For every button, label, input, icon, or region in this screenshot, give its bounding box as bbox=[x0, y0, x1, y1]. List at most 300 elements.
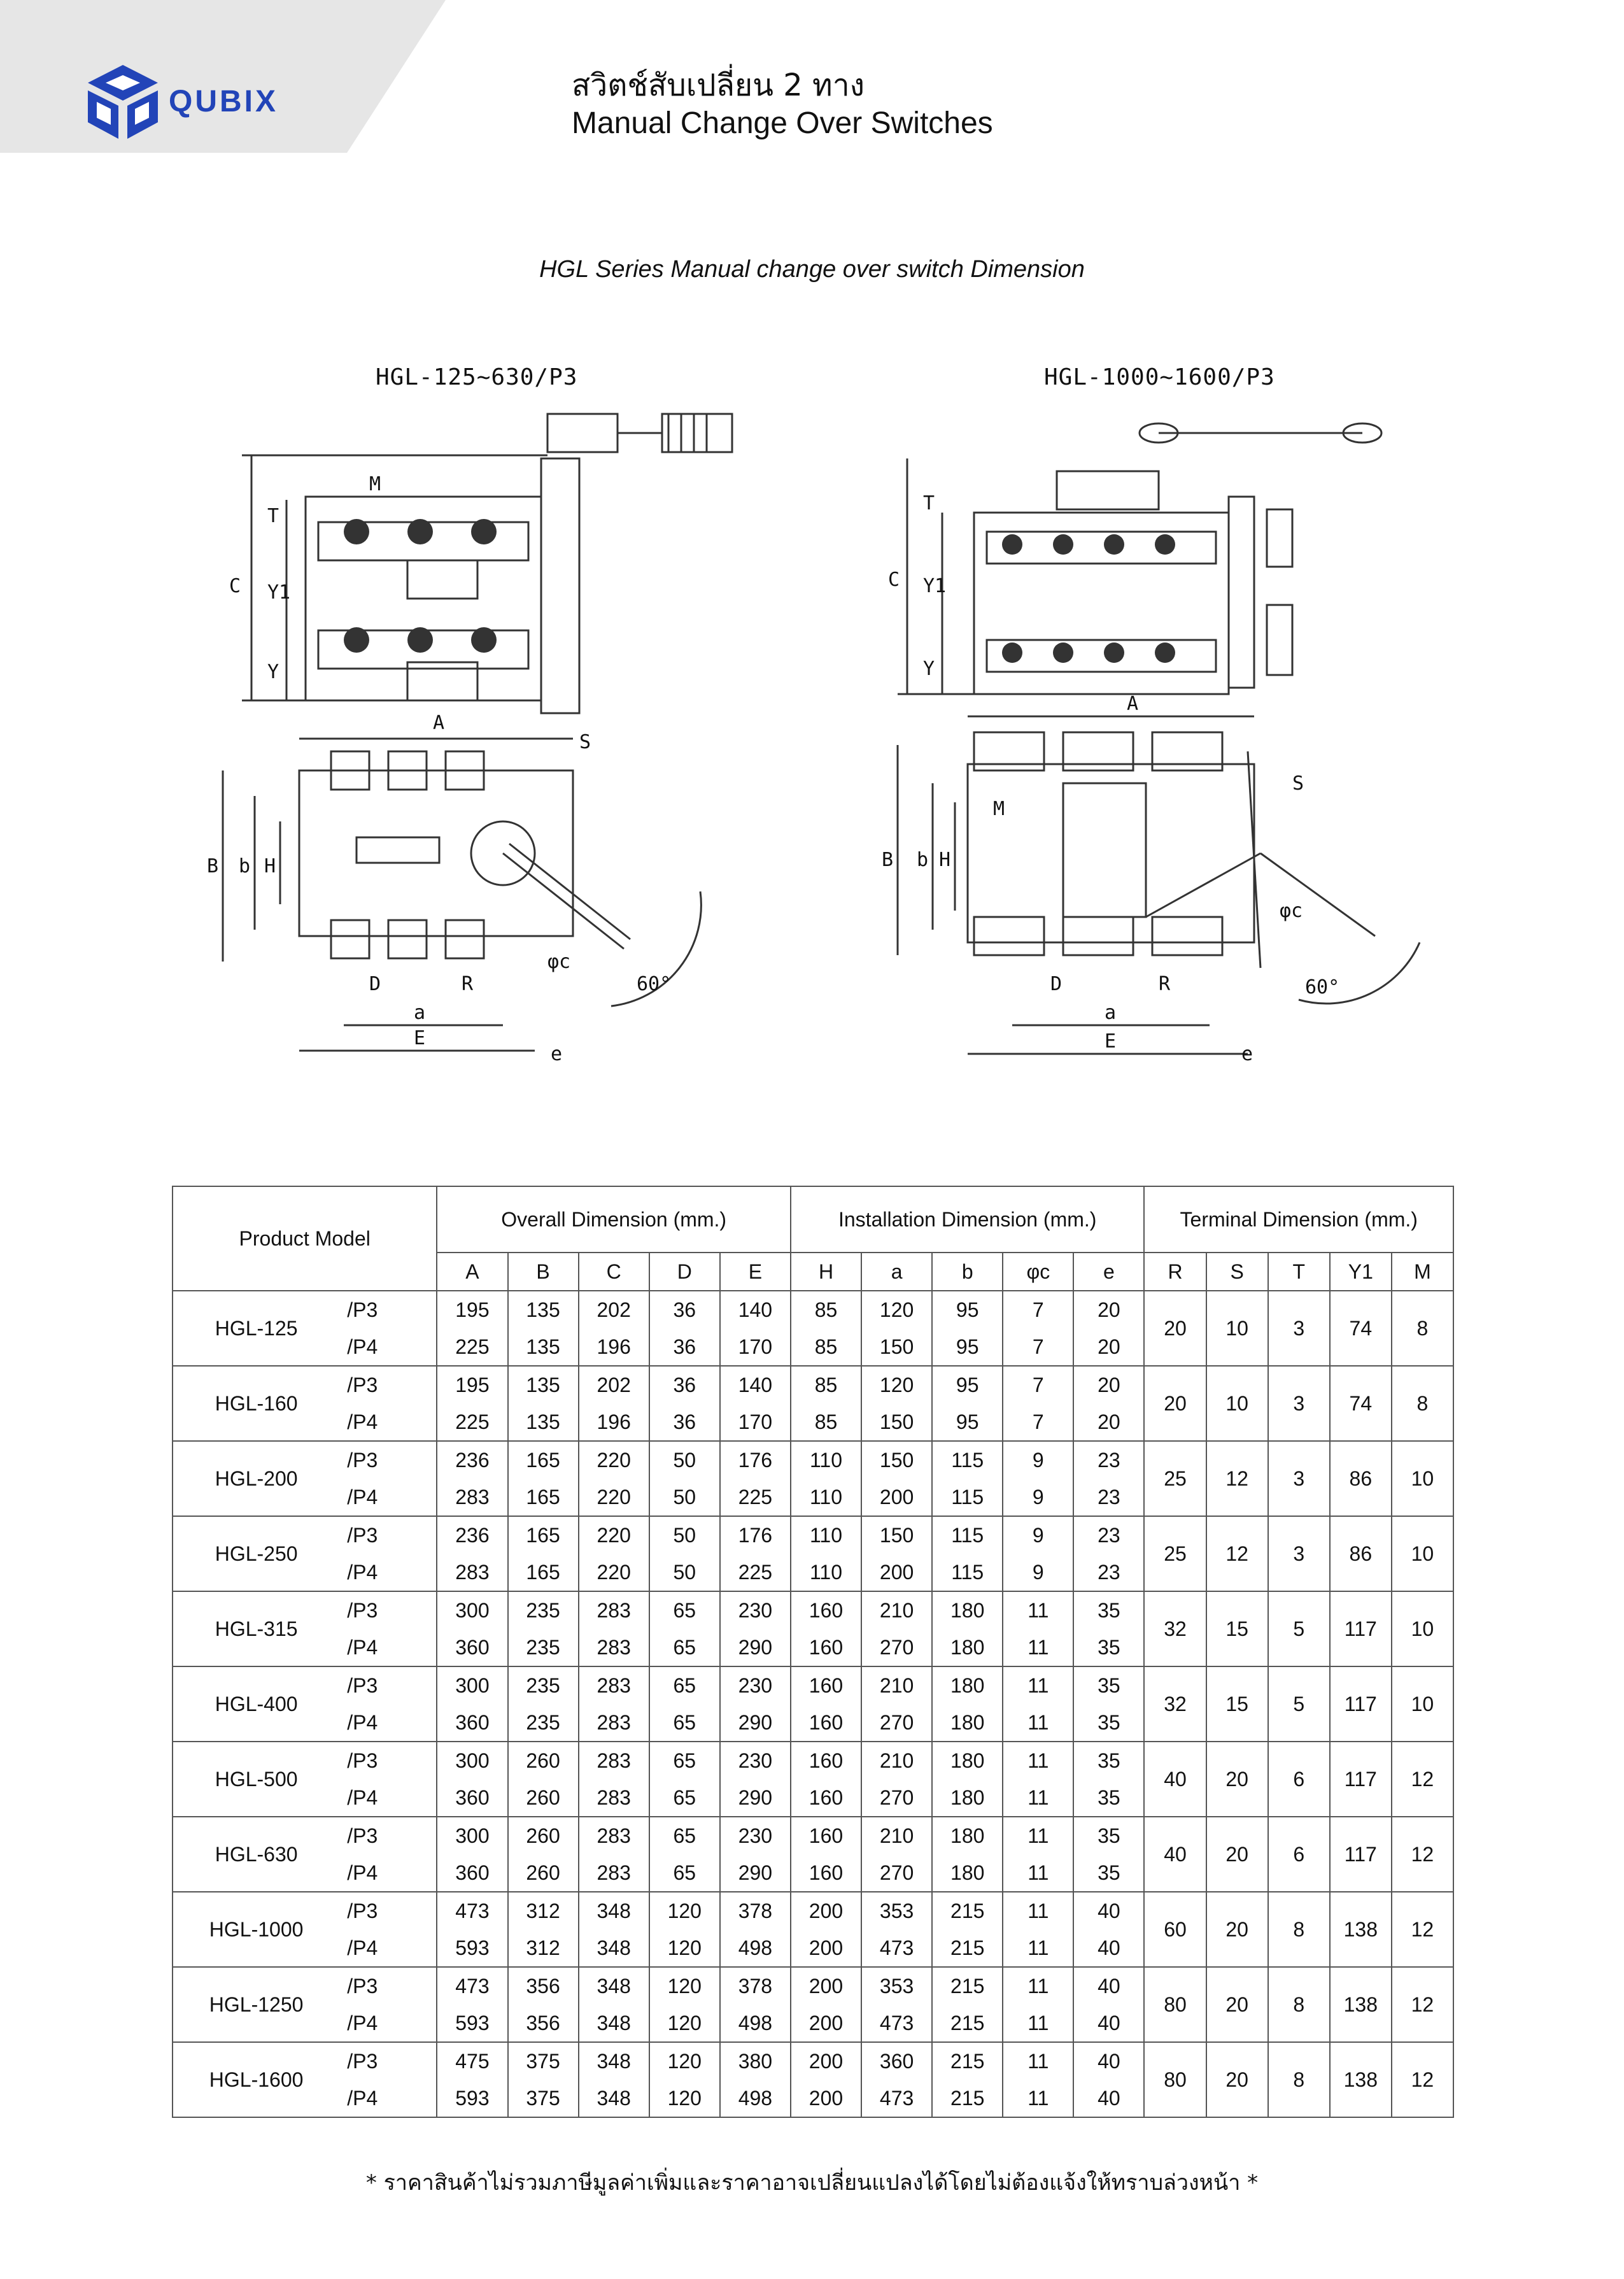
dimension-cell: 50 bbox=[649, 1516, 720, 1554]
terminal-cell: 10 bbox=[1392, 1666, 1453, 1742]
dim-label: D bbox=[369, 973, 381, 995]
col-header: M bbox=[1392, 1253, 1453, 1291]
dim-label: A bbox=[433, 712, 445, 734]
dimension-cell: 85 bbox=[791, 1366, 861, 1403]
dimension-cell: 165 bbox=[508, 1479, 579, 1516]
variant-label: /P4 bbox=[339, 1479, 437, 1516]
dim-label: A bbox=[1127, 693, 1139, 715]
dimension-cell: 283 bbox=[437, 1554, 507, 1591]
dimension-cell: 7 bbox=[1003, 1291, 1073, 1328]
dimension-cell: 165 bbox=[508, 1516, 579, 1554]
dimension-cell: 200 bbox=[861, 1554, 932, 1591]
terminal-cell: 40 bbox=[1144, 1742, 1206, 1817]
dim-label: 60° bbox=[1305, 976, 1340, 998]
dimension-cell: 348 bbox=[579, 1967, 649, 2005]
terminal-cell: 74 bbox=[1330, 1291, 1392, 1366]
dimension-cell: 150 bbox=[861, 1403, 932, 1441]
dimension-cell: 11 bbox=[1003, 1704, 1073, 1742]
dimension-cell: 120 bbox=[649, 1929, 720, 1967]
dim-label: C bbox=[888, 569, 900, 591]
dimension-cell: 95 bbox=[932, 1328, 1003, 1366]
dimension-cell: 200 bbox=[791, 2005, 861, 2042]
dimension-cell: 475 bbox=[437, 2042, 507, 2080]
dimension-cell: 312 bbox=[508, 1929, 579, 1967]
dimension-cell: 160 bbox=[791, 1817, 861, 1854]
terminal-cell: 138 bbox=[1330, 2042, 1392, 2117]
terminal-cell: 80 bbox=[1144, 2042, 1206, 2117]
dimension-cell: 110 bbox=[791, 1441, 861, 1479]
dimension-cell: 220 bbox=[579, 1479, 649, 1516]
dimension-cell: 260 bbox=[508, 1742, 579, 1779]
dimension-cell: 202 bbox=[579, 1366, 649, 1403]
dimension-cell: 220 bbox=[579, 1554, 649, 1591]
dimension-cell: 180 bbox=[932, 1629, 1003, 1666]
dimension-cell: 348 bbox=[579, 2080, 649, 2117]
dimension-cell: 283 bbox=[579, 1854, 649, 1892]
dimension-cell: 378 bbox=[720, 1967, 791, 2005]
dimension-cell: 260 bbox=[508, 1817, 579, 1854]
dimension-cell: 180 bbox=[932, 1779, 1003, 1817]
terminal-cell: 10 bbox=[1206, 1291, 1268, 1366]
dimension-cell: 160 bbox=[791, 1704, 861, 1742]
terminal-cell: 138 bbox=[1330, 1892, 1392, 1967]
dimension-cell: 225 bbox=[720, 1479, 791, 1516]
terminal-cell: 20 bbox=[1206, 1892, 1268, 1967]
dimension-cell: 283 bbox=[579, 1817, 649, 1854]
col-header: T bbox=[1268, 1253, 1330, 1291]
brand-name: QUBIX bbox=[169, 85, 279, 118]
terminal-cell: 20 bbox=[1144, 1291, 1206, 1366]
dimension-cell: 160 bbox=[791, 1779, 861, 1817]
dimension-cell: 235 bbox=[508, 1591, 579, 1629]
terminal-cell: 3 bbox=[1268, 1516, 1330, 1591]
dimension-cell: 135 bbox=[508, 1328, 579, 1366]
dimension-cell: 353 bbox=[861, 1967, 932, 2005]
dimension-cell: 498 bbox=[720, 2005, 791, 2042]
dimension-cell: 36 bbox=[649, 1328, 720, 1366]
terminal-cell: 20 bbox=[1206, 1967, 1268, 2042]
dimension-cell: 36 bbox=[649, 1403, 720, 1441]
group-header-terminal: Terminal Dimension (mm.) bbox=[1144, 1186, 1453, 1253]
dimension-cell: 195 bbox=[437, 1366, 507, 1403]
dimension-cell: 40 bbox=[1073, 1892, 1144, 1929]
dimension-cell: 260 bbox=[508, 1854, 579, 1892]
dimension-cell: 35 bbox=[1073, 1591, 1144, 1629]
dimension-cell: 202 bbox=[579, 1291, 649, 1328]
dim-label: T bbox=[267, 505, 279, 527]
terminal-cell: 60 bbox=[1144, 1892, 1206, 1967]
dimension-cell: 20 bbox=[1073, 1366, 1144, 1403]
dimension-cell: 473 bbox=[861, 2080, 932, 2117]
dimension-cell: 360 bbox=[437, 1629, 507, 1666]
diagram-label-small: HGL-125~630/P3 bbox=[376, 364, 578, 390]
dimension-cell: 270 bbox=[861, 1779, 932, 1817]
dimension-cell: 35 bbox=[1073, 1742, 1144, 1779]
dimension-cell: 65 bbox=[649, 1629, 720, 1666]
dimension-cell: 235 bbox=[508, 1704, 579, 1742]
dimension-cell: 360 bbox=[437, 1779, 507, 1817]
dimension-cell: 356 bbox=[508, 1967, 579, 2005]
dimension-cell: 95 bbox=[932, 1403, 1003, 1441]
dimension-cell: 23 bbox=[1073, 1479, 1144, 1516]
dimension-cell: 283 bbox=[579, 1742, 649, 1779]
dimension-cell: 230 bbox=[720, 1666, 791, 1704]
variant-label: /P4 bbox=[339, 1704, 437, 1742]
terminal-cell: 8 bbox=[1392, 1366, 1453, 1441]
terminal-cell: 20 bbox=[1206, 2042, 1268, 2117]
dim-label: B bbox=[207, 855, 219, 877]
dimension-cell: 11 bbox=[1003, 2080, 1073, 2117]
dimension-cell: 11 bbox=[1003, 1591, 1073, 1629]
dimension-cell: 225 bbox=[720, 1554, 791, 1591]
variant-label: /P4 bbox=[339, 1779, 437, 1817]
dimension-cell: 150 bbox=[861, 1516, 932, 1554]
dimension-cell: 9 bbox=[1003, 1516, 1073, 1554]
dimension-cell: 300 bbox=[437, 1591, 507, 1629]
dimension-cell: 40 bbox=[1073, 2005, 1144, 2042]
diagram-label-large: HGL-1000~1600/P3 bbox=[1044, 364, 1275, 390]
dimension-cell: 360 bbox=[861, 2042, 932, 2080]
variant-label: /P3 bbox=[339, 2042, 437, 2080]
dimension-cell: 210 bbox=[861, 1742, 932, 1779]
col-header: e bbox=[1073, 1253, 1144, 1291]
terminal-cell: 12 bbox=[1206, 1516, 1268, 1591]
dimension-cell: 11 bbox=[1003, 1742, 1073, 1779]
dimension-cell: 348 bbox=[579, 1892, 649, 1929]
table-row bbox=[173, 1291, 1453, 1328]
dimension-cell: 300 bbox=[437, 1666, 507, 1704]
terminal-cell: 86 bbox=[1330, 1516, 1392, 1591]
dimension-cell: 375 bbox=[508, 2080, 579, 2117]
dim-label: E bbox=[414, 1027, 426, 1049]
dimension-cell: 11 bbox=[1003, 1779, 1073, 1817]
dimension-cell: 65 bbox=[649, 1704, 720, 1742]
dimension-cell: 120 bbox=[649, 1892, 720, 1929]
terminal-cell: 15 bbox=[1206, 1591, 1268, 1666]
dimension-cell: 50 bbox=[649, 1479, 720, 1516]
dimension-cell: 120 bbox=[861, 1291, 932, 1328]
dimension-cell: 196 bbox=[579, 1403, 649, 1441]
col-header: b bbox=[932, 1253, 1003, 1291]
terminal-cell: 6 bbox=[1268, 1742, 1330, 1817]
variant-label: /P3 bbox=[339, 1291, 437, 1328]
dimension-cell: 593 bbox=[437, 2080, 507, 2117]
dimension-cell: 35 bbox=[1073, 1629, 1144, 1666]
dimension-cell: 11 bbox=[1003, 1629, 1073, 1666]
dimension-cell: 20 bbox=[1073, 1291, 1144, 1328]
dimension-cell: 215 bbox=[932, 2042, 1003, 2080]
table-row bbox=[173, 1666, 1453, 1704]
terminal-cell: 32 bbox=[1144, 1591, 1206, 1666]
dimension-cell: 235 bbox=[508, 1629, 579, 1666]
dimension-cell: 120 bbox=[649, 1967, 720, 2005]
dimension-cell: 160 bbox=[791, 1629, 861, 1666]
terminal-cell: 10 bbox=[1392, 1591, 1453, 1666]
dimension-cell: 9 bbox=[1003, 1479, 1073, 1516]
dimension-cell: 35 bbox=[1073, 1666, 1144, 1704]
dimension-cell: 36 bbox=[649, 1366, 720, 1403]
dimension-cell: 135 bbox=[508, 1291, 579, 1328]
dimension-cell: 498 bbox=[720, 2080, 791, 2117]
terminal-cell: 12 bbox=[1392, 1967, 1453, 2042]
dim-label: M bbox=[993, 798, 1005, 820]
col-header: R bbox=[1144, 1253, 1206, 1291]
terminal-cell: 8 bbox=[1268, 2042, 1330, 2117]
dimension-cell: 215 bbox=[932, 1929, 1003, 1967]
dimension-cell: 283 bbox=[437, 1479, 507, 1516]
table-row bbox=[173, 1441, 1453, 1479]
dimension-cell: 9 bbox=[1003, 1441, 1073, 1479]
dimension-cell: 20 bbox=[1073, 1328, 1144, 1366]
dimension-cell: 378 bbox=[720, 1892, 791, 1929]
col-header: Y1 bbox=[1330, 1253, 1392, 1291]
dimension-cell: 215 bbox=[932, 2080, 1003, 2117]
variant-label: /P4 bbox=[339, 1328, 437, 1366]
dim-label: E bbox=[1105, 1030, 1117, 1053]
variant-label: /P4 bbox=[339, 2005, 437, 2042]
terminal-cell: 12 bbox=[1206, 1441, 1268, 1516]
dimension-cell: 348 bbox=[579, 2005, 649, 2042]
model-header: Product Model bbox=[173, 1186, 437, 1291]
dimension-cell: 236 bbox=[437, 1516, 507, 1554]
model-name: HGL-1000 bbox=[173, 1892, 339, 1967]
model-name: HGL-1250 bbox=[173, 1967, 339, 2042]
dim-label: b bbox=[917, 849, 929, 871]
terminal-cell: 12 bbox=[1392, 1742, 1453, 1817]
col-header: a bbox=[861, 1253, 932, 1291]
variant-label: /P4 bbox=[339, 2080, 437, 2117]
dimension-cell: 180 bbox=[932, 1704, 1003, 1742]
dimension-cell: 196 bbox=[579, 1328, 649, 1366]
model-name: HGL-125 bbox=[173, 1291, 339, 1366]
dimension-cell: 290 bbox=[720, 1629, 791, 1666]
dim-label: e bbox=[1241, 1043, 1253, 1065]
dimension-table bbox=[172, 1186, 1454, 2118]
group-header-installation: Installation Dimension (mm.) bbox=[791, 1186, 1145, 1253]
dim-label: C bbox=[229, 575, 241, 597]
terminal-cell: 117 bbox=[1330, 1742, 1392, 1817]
terminal-cell: 117 bbox=[1330, 1666, 1392, 1742]
dim-label: B bbox=[882, 849, 894, 871]
variant-label: /P4 bbox=[339, 1929, 437, 1967]
col-header: H bbox=[791, 1253, 861, 1291]
terminal-cell: 80 bbox=[1144, 1967, 1206, 2042]
table-row bbox=[173, 2042, 1453, 2080]
variant-label: /P4 bbox=[339, 1629, 437, 1666]
dimension-cell: 110 bbox=[791, 1479, 861, 1516]
dimension-cell: 210 bbox=[861, 1817, 932, 1854]
terminal-cell: 20 bbox=[1206, 1742, 1268, 1817]
dimension-cell: 225 bbox=[437, 1328, 507, 1366]
dim-label: S bbox=[1292, 772, 1304, 795]
col-header: C bbox=[579, 1253, 649, 1291]
variant-label: /P3 bbox=[339, 1441, 437, 1479]
variant-label: /P3 bbox=[339, 1742, 437, 1779]
dimension-cell: 283 bbox=[579, 1629, 649, 1666]
dimension-cell: 230 bbox=[720, 1742, 791, 1779]
dimension-cell: 115 bbox=[932, 1441, 1003, 1479]
col-header: D bbox=[649, 1253, 720, 1291]
dimension-cell: 40 bbox=[1073, 2080, 1144, 2117]
model-name: HGL-250 bbox=[173, 1516, 339, 1591]
dimension-cell: 170 bbox=[720, 1328, 791, 1366]
dimension-cell: 11 bbox=[1003, 1892, 1073, 1929]
dimension-cell: 7 bbox=[1003, 1366, 1073, 1403]
table-row bbox=[173, 1516, 1453, 1554]
terminal-cell: 6 bbox=[1268, 1817, 1330, 1892]
dim-label: H bbox=[264, 855, 276, 877]
dimension-cell: 235 bbox=[508, 1666, 579, 1704]
terminal-cell: 74 bbox=[1330, 1366, 1392, 1441]
dimension-cell: 283 bbox=[579, 1779, 649, 1817]
terminal-cell: 8 bbox=[1268, 1967, 1330, 2042]
dimension-cell: 11 bbox=[1003, 1666, 1073, 1704]
dimension-cell: 200 bbox=[791, 1892, 861, 1929]
dimension-cell: 20 bbox=[1073, 1403, 1144, 1441]
dimension-cell: 165 bbox=[508, 1554, 579, 1591]
variant-label: /P3 bbox=[339, 1516, 437, 1554]
col-header: E bbox=[720, 1253, 791, 1291]
dimension-cell: 115 bbox=[932, 1554, 1003, 1591]
dimension-cell: 150 bbox=[861, 1328, 932, 1366]
dim-label: a bbox=[414, 1002, 426, 1024]
dim-label: T bbox=[923, 492, 935, 515]
page-title-thai: สวิตช์สับเปลี่ยน 2 ทาง bbox=[572, 67, 865, 103]
dimension-cell: 593 bbox=[437, 2005, 507, 2042]
terminal-cell: 20 bbox=[1206, 1817, 1268, 1892]
terminal-cell: 3 bbox=[1268, 1366, 1330, 1441]
terminal-cell: 138 bbox=[1330, 1967, 1392, 2042]
dimension-cell: 36 bbox=[649, 1291, 720, 1328]
model-name: HGL-160 bbox=[173, 1366, 339, 1441]
dimension-cell: 85 bbox=[791, 1403, 861, 1441]
dimension-cell: 65 bbox=[649, 1854, 720, 1892]
dimension-cell: 85 bbox=[791, 1328, 861, 1366]
dimension-cell: 270 bbox=[861, 1854, 932, 1892]
terminal-cell: 20 bbox=[1144, 1366, 1206, 1441]
dimension-cell: 23 bbox=[1073, 1516, 1144, 1554]
col-header: S bbox=[1206, 1253, 1268, 1291]
dim-label: M bbox=[369, 473, 381, 495]
dimension-cell: 593 bbox=[437, 1929, 507, 1967]
dimension-cell: 176 bbox=[720, 1516, 791, 1554]
dimension-cell: 110 bbox=[791, 1516, 861, 1554]
dimension-cell: 473 bbox=[861, 1929, 932, 1967]
dimension-cell: 200 bbox=[791, 1967, 861, 2005]
dimension-cell: 160 bbox=[791, 1666, 861, 1704]
dimension-cell: 7 bbox=[1003, 1403, 1073, 1441]
terminal-cell: 15 bbox=[1206, 1666, 1268, 1742]
terminal-cell: 117 bbox=[1330, 1591, 1392, 1666]
dimension-cell: 135 bbox=[508, 1403, 579, 1441]
dimension-cell: 170 bbox=[720, 1403, 791, 1441]
dimension-cell: 135 bbox=[508, 1366, 579, 1403]
terminal-cell: 25 bbox=[1144, 1516, 1206, 1591]
terminal-cell: 5 bbox=[1268, 1591, 1330, 1666]
dimension-cell: 283 bbox=[579, 1591, 649, 1629]
dimension-cell: 140 bbox=[720, 1366, 791, 1403]
terminal-cell: 12 bbox=[1392, 1892, 1453, 1967]
dimension-cell: 176 bbox=[720, 1441, 791, 1479]
dimension-cell: 348 bbox=[579, 1929, 649, 1967]
dimension-cell: 35 bbox=[1073, 1704, 1144, 1742]
table-row bbox=[173, 1366, 1453, 1403]
dimension-cell: 200 bbox=[791, 2080, 861, 2117]
dimension-cell: 120 bbox=[861, 1366, 932, 1403]
variant-label: /P4 bbox=[339, 1854, 437, 1892]
dimension-cell: 35 bbox=[1073, 1779, 1144, 1817]
model-name: HGL-1600 bbox=[173, 2042, 339, 2117]
dimension-cell: 11 bbox=[1003, 1817, 1073, 1854]
terminal-cell: 10 bbox=[1392, 1516, 1453, 1591]
dimension-cell: 120 bbox=[649, 2042, 720, 2080]
dimension-cell: 300 bbox=[437, 1742, 507, 1779]
dimension-cell: 35 bbox=[1073, 1817, 1144, 1854]
dimension-cell: 11 bbox=[1003, 2005, 1073, 2042]
dimension-cell: 40 bbox=[1073, 1967, 1144, 2005]
dim-label: S bbox=[579, 731, 591, 753]
terminal-cell: 5 bbox=[1268, 1666, 1330, 1742]
dimension-cell: 283 bbox=[579, 1704, 649, 1742]
dimension-cell: 360 bbox=[437, 1704, 507, 1742]
variant-label: /P3 bbox=[339, 1967, 437, 2005]
variant-label: /P4 bbox=[339, 1554, 437, 1591]
dimension-cell: 50 bbox=[649, 1441, 720, 1479]
col-header: φc bbox=[1003, 1253, 1073, 1291]
dimension-cell: 85 bbox=[791, 1291, 861, 1328]
dimension-cell: 375 bbox=[508, 2042, 579, 2080]
variant-label: /P3 bbox=[339, 1666, 437, 1704]
variant-label: /P3 bbox=[339, 1366, 437, 1403]
table-row bbox=[173, 1742, 1453, 1779]
model-name: HGL-315 bbox=[173, 1591, 339, 1666]
dimension-cell: 65 bbox=[649, 1817, 720, 1854]
col-header: A bbox=[437, 1253, 507, 1291]
dimension-cell: 165 bbox=[508, 1441, 579, 1479]
dimension-cell: 7 bbox=[1003, 1328, 1073, 1366]
terminal-cell: 12 bbox=[1392, 1817, 1453, 1892]
dimension-cell: 215 bbox=[932, 1967, 1003, 2005]
dimension-cell: 498 bbox=[720, 1929, 791, 1967]
dim-label: H bbox=[939, 849, 951, 871]
dimension-cell: 473 bbox=[437, 1967, 507, 2005]
dimension-cell: 115 bbox=[932, 1479, 1003, 1516]
dimension-cell: 65 bbox=[649, 1742, 720, 1779]
dimension-cell: 215 bbox=[932, 2005, 1003, 2042]
dimension-cell: 236 bbox=[437, 1441, 507, 1479]
dimension-cell: 200 bbox=[791, 2042, 861, 2080]
terminal-cell: 86 bbox=[1330, 1441, 1392, 1516]
dim-label: Y1 bbox=[923, 575, 947, 597]
dimension-cell: 115 bbox=[932, 1516, 1003, 1554]
dimension-cell: 11 bbox=[1003, 2042, 1073, 2080]
variant-label: /P3 bbox=[339, 1591, 437, 1629]
dimension-cell: 180 bbox=[932, 1854, 1003, 1892]
dimension-cell: 180 bbox=[932, 1742, 1003, 1779]
terminal-cell: 32 bbox=[1144, 1666, 1206, 1742]
terminal-cell: 40 bbox=[1144, 1817, 1206, 1892]
terminal-cell: 8 bbox=[1392, 1291, 1453, 1366]
dimension-cell: 11 bbox=[1003, 1929, 1073, 1967]
dimension-cell: 348 bbox=[579, 2042, 649, 2080]
dimension-cell: 210 bbox=[861, 1666, 932, 1704]
section-subtitle: HGL Series Manual change over switch Dimension bbox=[539, 256, 1085, 283]
model-name: HGL-630 bbox=[173, 1817, 339, 1892]
dimension-cell: 300 bbox=[437, 1817, 507, 1854]
dimension-cell: 283 bbox=[579, 1666, 649, 1704]
dimension-cell: 11 bbox=[1003, 1854, 1073, 1892]
dimension-cell: 270 bbox=[861, 1629, 932, 1666]
